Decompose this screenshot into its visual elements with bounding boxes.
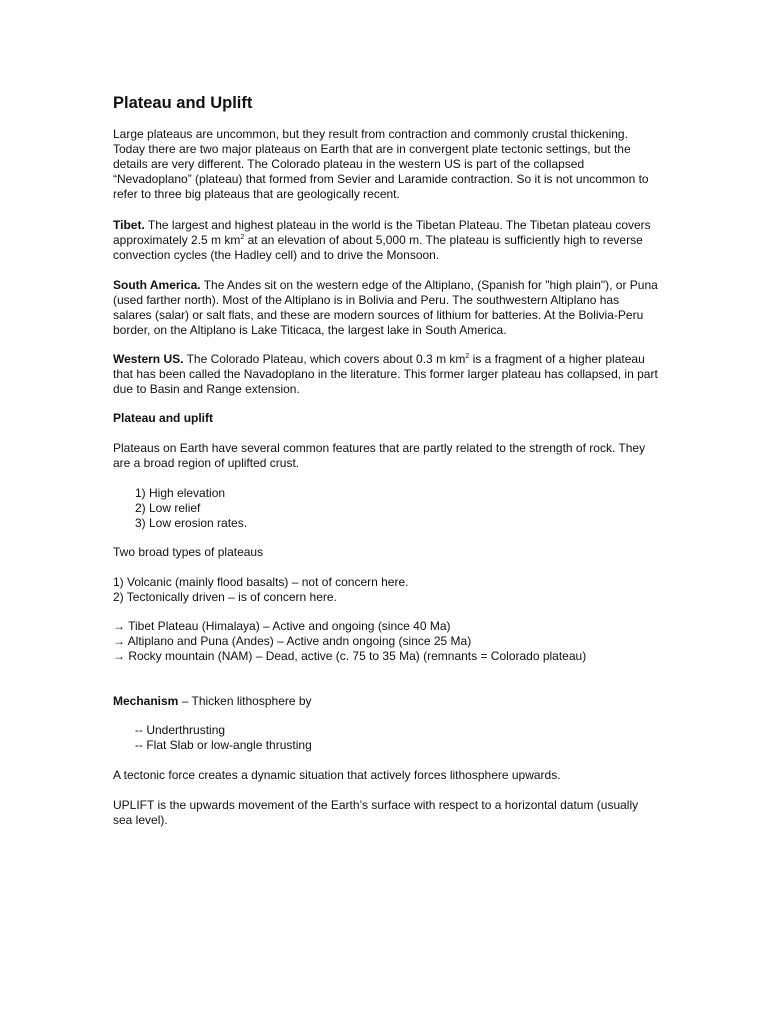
- list-item: → Altiplano and Puna (Andes) – Active andn ongoing (since 25 Ma): [113, 634, 472, 648]
- mechanism-paragraph: [113, 694, 658, 709]
- uplift-definition-paragraph: UPLIFT is the upwards movement of the Earth’s surface with respect to a horizontal datum (usually sea level).: [113, 798, 639, 827]
- western-us-text-a: The Colorado Plateau, which covers about 0.3 m km: [183, 352, 466, 366]
- examples-list: [113, 619, 586, 664]
- south-america-lead: South America.: [113, 278, 201, 292]
- list-item: → Tibet Plateau (Himalaya) – Active and ongoing (since 40 Ma): [113, 619, 451, 633]
- western-us-paragraph: [113, 352, 658, 397]
- list-item: -- Flat Slab or low-angle thrusting: [135, 738, 312, 752]
- tibet-text-a: The largest and highest plateau in the world is the Tibetan Plateau. The Tibetan plateau covers approximately 2.5 m km: [113, 218, 651, 247]
- features-list: [135, 486, 247, 531]
- tibet-text-b: at an elevation of about 5,000 m. The plateau is sufficiently high to reverse convection cycles (the Hadley cell) and to drive the Monsoon.: [113, 233, 643, 262]
- tibet-paragraph: [113, 218, 658, 263]
- list-item: -- Underthrusting: [135, 723, 226, 737]
- western-us-lead: Western US.: [113, 352, 184, 366]
- tibet-superscript: 2: [240, 234, 245, 241]
- list-item: 3) Low erosion rates.: [135, 516, 248, 530]
- uplift-heading: Plateau and uplift: [113, 411, 214, 425]
- force-paragraph: A tectonic force creates a dynamic situation that actively forces lithosphere upwards.: [113, 768, 561, 782]
- south-america-paragraph: [113, 278, 658, 338]
- western-us-text-b: is a fragment of a higher plateau that has been called the Navadoplano in the literature. This former larger plateau has collapsed, in part due to Basin and Range extension.: [113, 352, 658, 396]
- types-heading: Two broad types of plateaus: [113, 545, 264, 559]
- mechanism-lead: Mechanism: [113, 694, 179, 708]
- western-us-superscript: 2: [465, 353, 470, 360]
- list-item: 1) High elevation: [135, 486, 226, 500]
- mechanism-text: – Thicken lithosphere by: [178, 694, 312, 708]
- south-america-text: The Andes sit on the western edge of the Altiplano, (Spanish for "high plain"), or Puna (used farther north). Most of the Altiplano is in Bolivia and Peru. The southwestern Altiplano has salares (salar) or salt flats, and these are modern sources of lithium for batteries. At the Bolivia-Peru border, on the Altiplano is Lake Titicaca, the largest lake in South America.: [113, 278, 658, 337]
- tibet-lead: Tibet.: [113, 218, 145, 232]
- list-item: → Rocky mountain (NAM) – Dead, active (c. 75 to 35 Ma) (remnants = Colorado plateau): [113, 649, 587, 663]
- list-item: 1) Volcanic (mainly flood basalts) – not of concern here.: [113, 575, 409, 589]
- page-title: Plateau and Uplift: [113, 94, 253, 112]
- list-item: 2) Tectonically driven – is of concern here.: [113, 590, 337, 604]
- features-intro-paragraph: Plateaus on Earth have several common features that are partly related to the strength of rock. They are a broad region of uplifted crust.: [113, 441, 646, 470]
- mechanisms-list: [135, 723, 312, 753]
- intro-paragraph: Large plateaus are uncommon, but they result from contraction and commonly crustal thickening. Today there are two major plateaus on Earth that are in convergent plate tectonic settings, but the details are very different. The Colorado plateau in the western US is part of the collapsed “Nevadoplano” (plateau) that formed from Sevier and Laramide contraction. So it is not uncommon to refer to three big plateaus that are geologically recent.: [113, 127, 649, 201]
- list-item: 2) Low relief: [135, 501, 201, 515]
- types-list: [113, 575, 409, 605]
